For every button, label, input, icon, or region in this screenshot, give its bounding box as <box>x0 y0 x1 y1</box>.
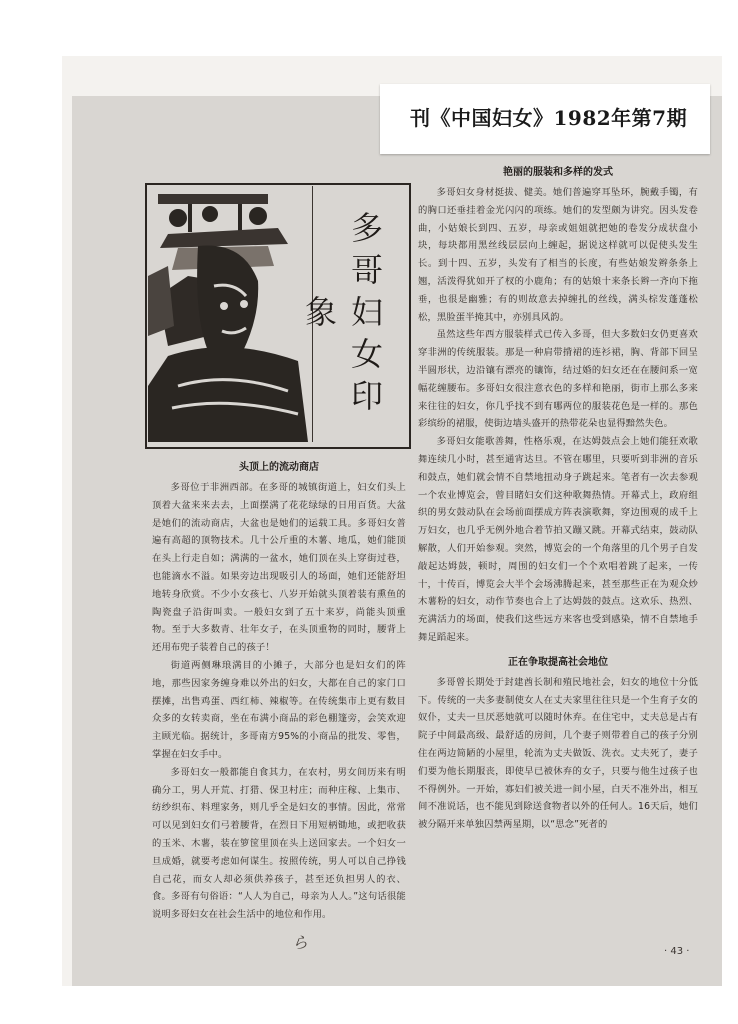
paragraph: 多哥妇女一般都能自食其力，在农村，男女间历来有明确分工，男人开荒、打猎、保卫村庄；而种庄稼、上集市、纺纱织布、料理家务，则几乎全是妇女的事情。因此，常常可以见到妇女们弓着腰背，在烈日下用短柄锄地，或把收获的玉米、木薯，装在箩筐里顶在头上送回家去。一个妇女一旦成婚，就要考虑如何谋生。按照传统，男人可以自己挣钱自己花，而女人却必须供养孩子，甚至还负担男人的衣、食。多哥有句俗语：“人人为自己，母亲为人人。”这句话很能说明多哥妇女在社会生活中的地位和作用。 <box>152 766 406 921</box>
paragraph: 多哥曾长期处于封建酋长制和殖民地社会，妇女的地位十分低下。传统的一夫多妻制使女人在丈夫家里往往只是一个生育子女的奴仆，丈夫一旦厌恶她就可以随时休弃。在住宅中，丈夫总是占有院子中间最高级、最舒适的房间，几个妻子则带着自己的孩子分别住在两边简陋的小屋里，轮流为丈夫做饭、洗衣。丈夫死了，妻子们要为他长期服丧，即使早已被休弃的女子，只要与他生过孩子也不得例外。一开始，寡妇们被关进一间小屋，白天不准外出，相互间不准说话，也不能见到除送食物者以外的任何人。16天后，她们被分隔开来单独囚禁两星期，以“思念”死者的 <box>418 676 698 831</box>
right-column <box>418 163 698 834</box>
section-heading: 头顶上的流动商店 <box>239 462 319 473</box>
paragraph: 多哥位于非洲西部。在多哥的城镇街道上，妇女们头上顶着大盆来来去去，上面摆满了花花绿绿的日用百货。大盆是她们的流动商店，大盆也是她们的运载工具。多哥妇女普遍有高超的顶物技术。几十公斤重的木薯、地瓜，她们能顶在头上行走自如；满满的一盆水，她们顶在头上穿街过巷，也能滴水不溢。如果旁边出现吸引人的场面，她们还能舒坦地转身欣赏。不少小女孩七、八岁开始就头顶着装有熏鱼的陶瓷盘子沿街叫卖。一般妇女到了五十来岁，尚能头顶重物。至于大多数青、壮年女子，在头顶重物的同时，腰背上还用布兜子装着自己的孩子！ <box>152 482 406 654</box>
page-number: · 43 · <box>664 946 690 957</box>
source-label <box>380 84 710 154</box>
left-column <box>152 458 406 924</box>
paragraph: 街道两侧琳琅满目的小摊子，大部分也是妇女们的阵地，那些因家务缠身难以外出的妇女，大都在自己的家门口摆摊，出售鸡蛋、西红柿、辣椒等。在传统集市上更有数目众多的女转卖商，坐在布满小商品的彩色棚篷旁，会笑欢迎主顾光临。据统计，多哥南方95%的小商品的批发、零售，掌握在妇女手中。 <box>152 659 406 760</box>
paragraph: 多哥妇女身材挺拔、健美。她们普遍穿耳坠环，腕戴手镯，有的胸口还垂挂着金光闪闪的项练。她们的发型颇为讲究。因头发卷曲，小姑娘长到四、五岁，母亲或姐姐就把她的卷发分成状盘小块，每块都用黑丝线层层向上缠起，据说这样就可以促使头发生长。到十四、五岁，头发有了相当的长度，有些姑娘发辫条条上翘，活泼得犹如开了杈的小鹿角；有的姑娘十来条长辫一齐向下拖垂，也很是幽雅；有的则故意去掉缠扎的丝线，满头棕发蓬蓬松松，黑脸蛋半掩其中，亦别具风韵。 <box>418 187 698 323</box>
paragraph: 多哥妇女能歌善舞，性格乐观，在达姆鼓点会上她们能狂欢歌舞连续几小时，甚至通宵达旦。不管在哪里，只要听到非洲的音乐和鼓点，她们就会情不自禁地扭动身子跳起来。笔者有一次去参观一个农业博览会，曾目睹妇女们这种歌舞热情。开幕式上，政府组织的男女鼓动队在会场前面摆成方阵表演歌舞，穿边围观的成千上万妇女，也几乎无例外地合着节拍又蹦又跳。开幕式结束，鼓动队解散，人们开始参观。突然，博览会的一个角落里的几个男子自发敲起达姆鼓，顿时，周围的妇女们一个个欢唱着跳了起来，一传十，十传百，博览会大半个会场沸腾起来，甚至那些正在为观众炒木薯粉的妇女，动作节奏也合上了达姆鼓的鼓点。这欢乐、热烈、充满活力的场面，使我们这些远方来客也受到感染，情不自禁地手舞足蹈起来。 <box>418 436 698 643</box>
woodcut-illustration <box>148 186 308 442</box>
source-label-text: 刊《中国妇女》1982年第7期 <box>410 106 688 130</box>
article-title: 多哥妇女印象 <box>300 211 384 421</box>
paragraph: 虽然这些年西方服装样式已传入多哥，但大多数妇女仍更喜欢穿非洲的传统服装。那是一种肩带揹裙的连衫裙，胸、背部下回呈半圆形状，边沿镶有漂亮的镶饰，结过婚的妇女还在在腰间系一宽幅花缠腰布。多哥妇女很注意衣色的多样和艳丽，街市上那么多来来往往的妇女，你几乎找不到有哪两位的服装花色是一样的。那色彩缤纷的裙服，使街边墙头盛开的热带花朵也显得黯然失色。 <box>418 329 698 430</box>
section-heading: 艳丽的服装和多样的发式 <box>503 167 613 178</box>
handwritten-mark: ら <box>292 933 309 952</box>
section-heading: 正在争取提高社会地位 <box>508 656 608 668</box>
